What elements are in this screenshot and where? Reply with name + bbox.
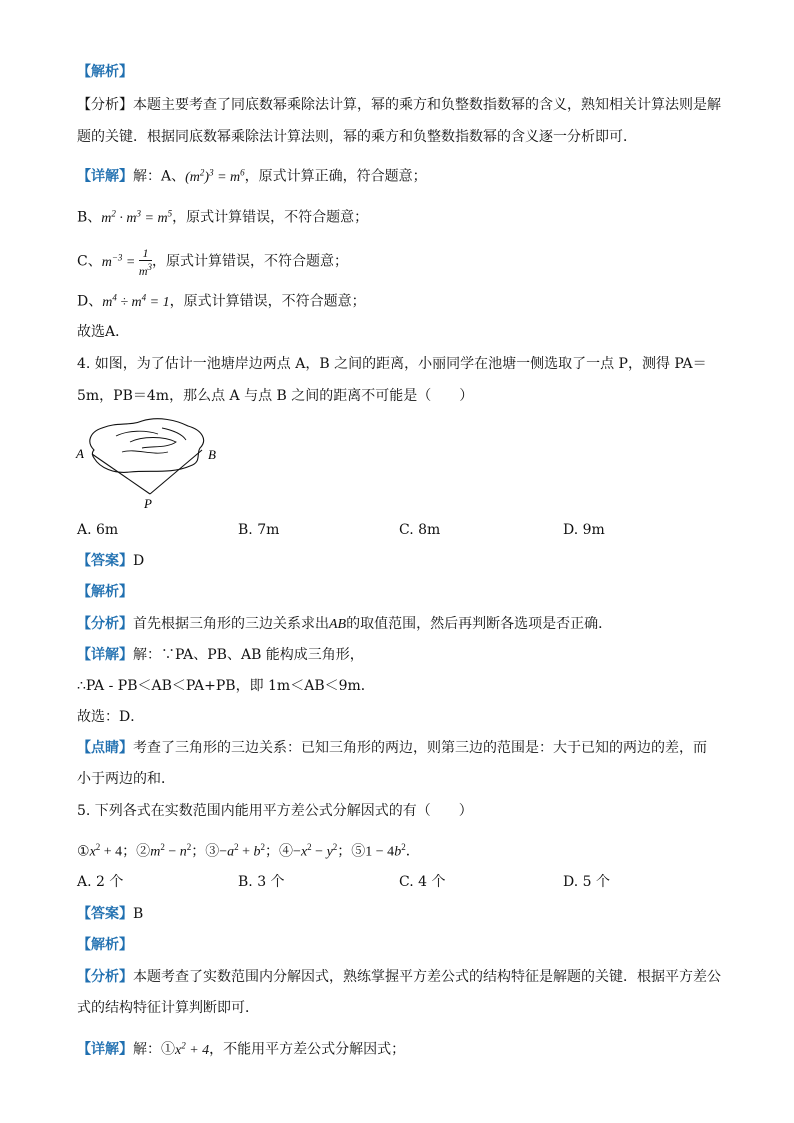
note-4-line-2: 小于两边的和． [77,771,175,787]
analysis-5-text: 本题考查了实数范围内分解因式，熟练掌握平方差公式的结构特征是解题的关键．根据平方差公 [133,969,721,985]
q5-option-b: B. 3 个 [238,874,285,890]
analysis-4-pre: 首先根据三角形的三边关系求出 [133,616,329,632]
analysis-5-line-2: 式的结构特征计算判断即可． [77,1000,259,1016]
detail-b-pre: B、 [77,209,102,226]
analysis-5-heading: 【解析】 [77,937,133,953]
note-4-text: 考查了三角形的三边关系：已知三角形的两边，则第三边的范围是：大于已知的两边的差，而 [133,740,707,756]
q4-option-b: B. 7m [238,522,280,538]
q5-option-a: A. 2 个 [77,874,124,890]
detail-a-pre: 解：A、 [133,168,186,185]
analysis-line-1: 【分析】本题主要考查了同底数幂乘除法计算，幂的乘方和负整数指数幂的含义，熟知相关计算法则是解 [77,97,721,113]
detail-d-post: ，原式计算错误，不符合题意； [169,293,366,310]
answer-5 [77,904,143,924]
q5-option-c: C. 4 个 [399,874,446,890]
formula-a: $(m^2)^3 = m^6$ [185,167,245,185]
q4-option-a: A. 6m [77,522,119,538]
analysis-5 [77,967,721,987]
q4-option-c: C. 8m [399,522,441,538]
formula-c: $m^{-3}$ = $\frac{1}{m^3}$ [101,245,153,278]
formula-d: $m^4 \div m^4 = 1$ [102,292,170,310]
detail-4 [77,645,364,665]
detail-4-tag: 【详解】 [77,647,133,663]
analysis-4-tag: 【分析】 [77,616,133,632]
label-b: B [208,447,216,462]
analysis-4 [77,614,612,635]
choose-d: 故选：D． [77,709,145,725]
question-5: 5. 下列各式在实数范围内能用平方差公式分解因式的有（ ） [77,803,473,819]
answer-4 [77,551,144,571]
detail-d-pre: D、 [77,293,103,310]
question-5-expressions: $①x^2 + 4$；$②m^2 - n^2$；$③-a^2 + b^2$；$④-x^2 - y^2$；⑤1 − $4b^2$． [77,842,420,860]
detail-d [77,287,366,313]
detail-4-line-2: ∴PA - PB＜AB＜PA+PB，即 1m＜AB＜9m． [77,678,375,694]
detail-5-post: ，不能用平方差公式分解因式； [209,1041,406,1058]
answer-5-tag: 【答案】 [77,906,133,922]
detail-5-pre: 解：① [133,1041,175,1058]
formula-5-1: $x^2 + 4$ [175,1040,210,1058]
detail-c-post: ，原式计算错误，不符合题意； [152,253,349,270]
analysis-4-ab: AB [329,617,347,632]
q5-option-d: D. 5 个 [563,874,610,890]
detail-c-pre: C、 [77,253,102,270]
detail-b [77,203,368,229]
pond-figure [72,412,232,512]
q4-option-d: D. 9m [563,522,605,538]
label-p: P [144,496,152,511]
question-4-line-2: 5m，PB＝4m，那么点 A 与点 B 之间的距离不可能是（ ） [77,388,474,404]
analysis-line-2: 题的关键．根据同底数幂乘除法计算法则，幂的乘方和负整数指数幂的含义逐一分析即可． [77,129,637,145]
analysis-4-post: 的取值范围，然后再判断各选项是否正确． [346,616,613,632]
choose-a: 故选A． [77,324,130,340]
label-a: A [76,446,84,461]
analysis-4-heading: 【解析】 [77,584,133,600]
answer-5-value: B [133,906,144,922]
analysis-heading: 【解析】 [77,64,133,80]
detail-tag: 【详解】 [77,168,133,185]
detail-4-text: 解：∵PA、PB、AB 能构成三角形， [133,647,364,663]
formula-b: $m^2 \cdot m^3 = m^5$ [101,208,173,226]
note-4-tag: 【点睛】 [77,740,133,756]
answer-4-value: D [133,553,145,569]
detail-c [77,244,348,278]
detail-5-tag: 【详解】 [77,1041,133,1058]
analysis-5-tag: 【分析】 [77,969,133,985]
answer-tag: 【答案】 [77,553,133,569]
question-4-line-1: 4. 如图，为了估计一池塘岸边两点 A，B 之间的距离，小丽同学在池塘一侧选取了一点 P，测得 PA＝ [77,356,707,372]
detail-b-post: ，原式计算错误，不符合题意； [172,209,369,226]
note-4 [77,738,707,758]
detail-a [77,162,427,188]
detail-5 [77,1035,405,1061]
detail-a-post: ，原式计算正确，符合题意； [244,168,427,185]
